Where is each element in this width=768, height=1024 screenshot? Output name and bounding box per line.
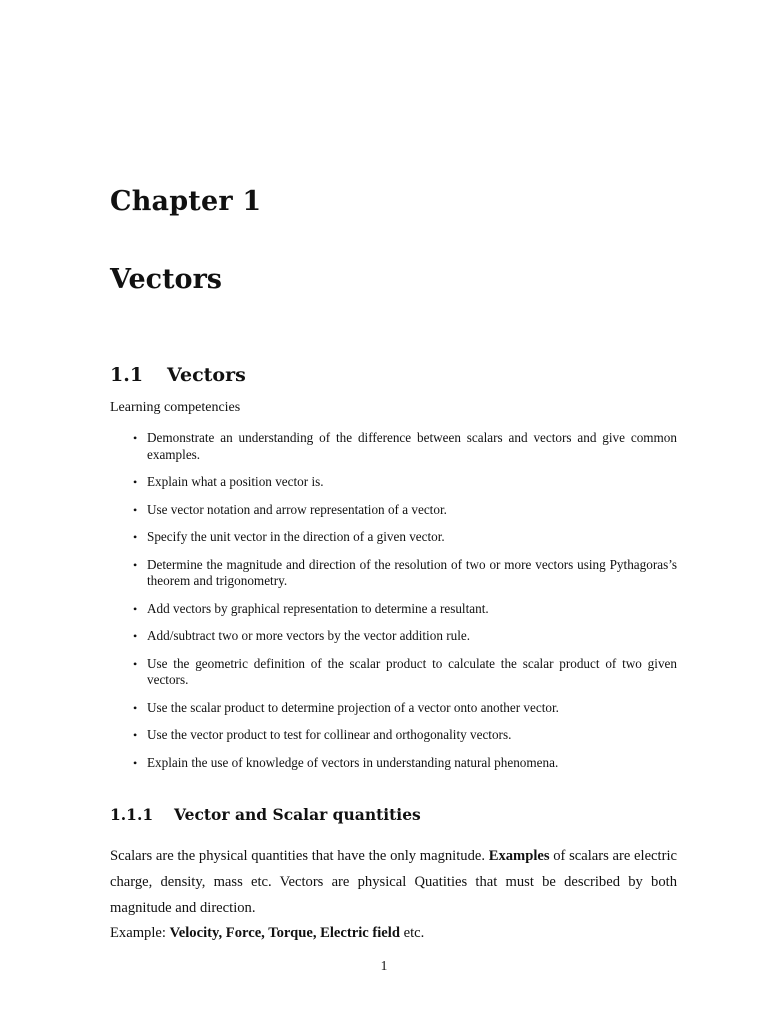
list-item — [133, 655, 677, 689]
bullet-icon: • — [133, 728, 138, 742]
body-paragraph — [110, 843, 677, 921]
list-item-text: Specify the unit vector in the direction of a given vector. — [147, 529, 445, 544]
competencies-label: Learning competencies — [110, 400, 241, 415]
list-item — [133, 501, 677, 519]
section-title: Vectors — [167, 364, 246, 386]
list-item — [133, 529, 677, 546]
bullet-icon: • — [133, 700, 138, 715]
list-item — [133, 754, 677, 772]
subsection-heading — [110, 805, 421, 824]
section-number: 1.1 — [110, 364, 144, 386]
bullet-icon: • — [133, 475, 138, 489]
list-item-text: Demonstrate an understanding of the difference between scalars and vectors and give common examples. — [147, 430, 677, 462]
bullet-icon: • — [133, 656, 138, 671]
list-item-text: Add vectors by graphical representation to determine a resultant. — [147, 600, 489, 616]
list-item — [133, 600, 677, 618]
chapter-label: Chapter 1 — [110, 186, 262, 217]
list-item — [133, 699, 677, 717]
subsection-title: Vector and Scalar quantities — [174, 805, 421, 824]
list-item — [133, 474, 677, 491]
paragraph-text: of scalars are electric charge, density, mass etc. Vectors are physical Quatities that must be described by both magnitude and direction. — [110, 848, 677, 916]
page-number: 1 — [380, 958, 388, 973]
list-item-text: Determine the magnitude and direction of the resolution of two or more vectors using Pythagoras’s theorem and trigonometry. — [147, 556, 677, 588]
list-item-text: Use the scalar product to determine projection of a vector onto another vector. — [147, 699, 559, 715]
list-item — [133, 727, 677, 744]
example-line — [110, 922, 677, 944]
bullet-icon: • — [133, 530, 138, 544]
list-item-text: Use vector notation and arrow representation of a vector. — [147, 501, 447, 517]
list-item — [133, 430, 677, 463]
bullet-icon: • — [133, 431, 138, 445]
bullet-icon: • — [133, 629, 138, 643]
bullet-icon: • — [133, 601, 138, 616]
chapter-title: Vectors — [110, 264, 222, 295]
list-item — [133, 628, 677, 645]
list-item-text: Explain the use of knowledge of vectors in understanding natural phenomena. — [147, 754, 559, 770]
bullet-icon: • — [133, 502, 138, 517]
example-prefix: Example: — [110, 925, 170, 941]
list-item-text: Add/subtract two or more vectors by the vector addition rule. — [147, 628, 471, 643]
paragraph-bold-term: Examples — [488, 848, 550, 864]
paragraph-text: Scalars are the physical quantities that have the only magnitude. — [110, 848, 489, 864]
list-item-text: Use the geometric definition of the scalar product to calculate the scalar product of two given vectors. — [147, 655, 677, 687]
bullet-icon: • — [133, 557, 138, 572]
section-heading — [110, 364, 246, 386]
list-item-text: Explain what a position vector is. — [147, 474, 324, 489]
list-item-text: Use the vector product to test for collinear and orthogonality vectors. — [147, 727, 512, 742]
competency-list — [133, 430, 677, 782]
subsection-number: 1.1.1 — [110, 805, 154, 824]
bullet-icon: • — [133, 755, 138, 770]
example-bold-terms: Velocity, Force, Torque, Electric field — [169, 925, 400, 941]
list-item — [133, 556, 677, 590]
example-suffix: etc. — [399, 925, 425, 941]
